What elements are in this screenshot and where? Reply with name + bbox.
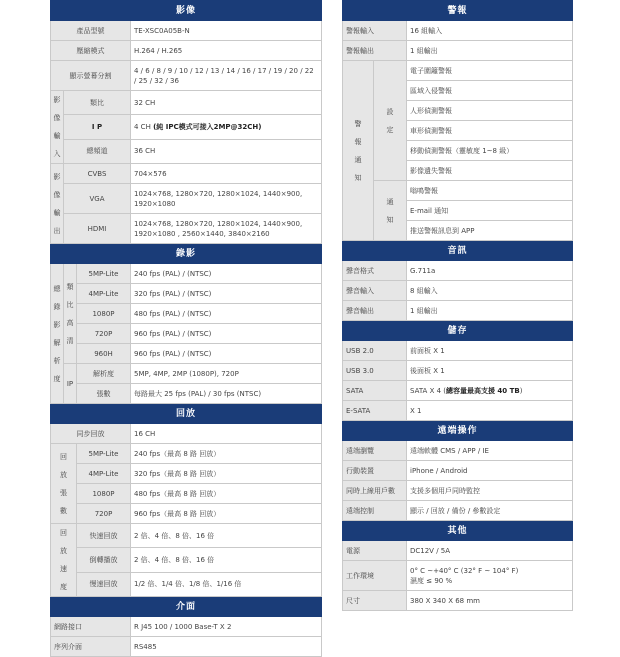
power-value: DC12V / 5A bbox=[407, 541, 573, 561]
record-row-label: 4MP-Lite bbox=[77, 284, 131, 304]
speed-row-label: 快速回放 bbox=[77, 524, 131, 548]
speed-row-value: 2 倍、4 倍、8 倍、16 倍 bbox=[131, 524, 322, 548]
audio-format-value: G.711a bbox=[407, 261, 573, 281]
record-row-value: 960 fps (PAL) / (NTSC) bbox=[131, 324, 322, 344]
alarm-notify-group-label: 警 報 通 知 bbox=[343, 61, 374, 241]
section-title-audio: 音訊 bbox=[343, 241, 573, 261]
compression-value: H.264 / H.265 bbox=[131, 41, 322, 61]
spec-table-right bbox=[342, 0, 573, 611]
power-label: 電源 bbox=[343, 541, 407, 561]
remote-control-label: 遠端控制 bbox=[343, 501, 407, 521]
sync-playback-value: 16 CH bbox=[131, 424, 322, 444]
section-title-storage: 儲存 bbox=[343, 321, 573, 341]
model-label: 產品型號 bbox=[51, 21, 131, 41]
mobile-device-value: iPhone / Android bbox=[407, 461, 573, 481]
record-row-value: 240 fps (PAL) / (NTSC) bbox=[131, 264, 322, 284]
record-fps-label: 張數 bbox=[77, 384, 131, 404]
section-title-remote: 遠端操作 bbox=[343, 421, 573, 441]
record-row-value: 320 fps (PAL) / (NTSC) bbox=[131, 284, 322, 304]
playback-row-label: 4MP-Lite bbox=[77, 464, 131, 484]
serial-label: 序列介面 bbox=[51, 637, 131, 657]
playback-row-label: 5MP-Lite bbox=[77, 444, 131, 464]
esata-value: X 1 bbox=[407, 401, 573, 421]
speed-row-value: 2 倍、4 倍、8 倍、16 倍 bbox=[131, 548, 322, 572]
total-channels-label: 總頻道 bbox=[64, 139, 131, 163]
hdmi-value: 1024×768, 1280×720, 1280×1024, 1440×900, 1920×1080 , 2560×1440, 3840×2160 bbox=[131, 214, 322, 244]
ip-value: 4 CH (純 IPC模式可接入2MP@32CH) bbox=[131, 115, 322, 139]
size-label: 尺寸 bbox=[343, 591, 407, 611]
record-resolution-label: 解析度 bbox=[77, 364, 131, 384]
section-title-video: 影像 bbox=[51, 1, 322, 21]
section-title-record: 錄影 bbox=[51, 244, 322, 264]
esata-label: E-SATA bbox=[343, 401, 407, 421]
environment-label: 工作環境 bbox=[343, 561, 407, 591]
remote-browse-value: 遠端軟體 CMS / APP / IE bbox=[407, 441, 573, 461]
alarm-setting-group-label: 設 定 bbox=[374, 61, 407, 181]
audio-output-value: 1 組輸出 bbox=[407, 301, 573, 321]
serial-value: RS485 bbox=[131, 637, 322, 657]
video-input-group-label: 影 像 輸 入 bbox=[51, 91, 64, 164]
record-row-label: 960H bbox=[77, 344, 131, 364]
alarm-notify-method-group-label: 通 知 bbox=[374, 181, 407, 241]
playback-row-value: 480 fps（最高 8 路 回放） bbox=[131, 484, 322, 504]
playback-row-value: 960 fps（最高 8 路 回放） bbox=[131, 504, 322, 524]
record-analog-group-label: 類 比 高 清 bbox=[64, 264, 77, 364]
hdmi-label: HDMI bbox=[64, 214, 131, 244]
usb2-value: 前面板 X 1 bbox=[407, 341, 573, 361]
playback-row-value: 240 fps（最高 8 路 回放） bbox=[131, 444, 322, 464]
usb3-label: USB 3.0 bbox=[343, 361, 407, 381]
alarm-setting-item: 區域入侵警報 bbox=[407, 81, 573, 101]
usb3-value: 後面板 X 1 bbox=[407, 361, 573, 381]
alarm-output-value: 1 組輸出 bbox=[407, 41, 573, 61]
cvbs-value: 704×576 bbox=[131, 164, 322, 184]
alarm-notify-item: 嗡鳴警報 bbox=[407, 181, 573, 201]
record-resolution-group-label: 總 錄 影 解 析 度 bbox=[51, 264, 64, 404]
analog-value: 32 CH bbox=[131, 91, 322, 115]
section-title-interface: 介面 bbox=[51, 597, 322, 617]
concurrent-users-value: 支援多個用戶同時監控 bbox=[407, 481, 573, 501]
remote-control-value: 顯示 / 回放 / 備份 / 參數設定 bbox=[407, 501, 573, 521]
remote-browse-label: 遠端瀏覽 bbox=[343, 441, 407, 461]
audio-input-value: 8 組輸入 bbox=[407, 281, 573, 301]
network-value: R J45 100 / 1000 Base-T X 2 bbox=[131, 617, 322, 637]
analog-label: 類比 bbox=[64, 91, 131, 115]
alarm-input-label: 警報輸入 bbox=[343, 21, 407, 41]
alarm-setting-item: 移動偵測警報（靈敏度 1~8 級） bbox=[407, 141, 573, 161]
speed-row-value: 1/2 倍、1/4 倍、1/8 倍、1/16 倍 bbox=[131, 572, 322, 596]
model-value: TE-XSC0A05B-N bbox=[131, 21, 322, 41]
audio-format-label: 聲音格式 bbox=[343, 261, 407, 281]
alarm-input-value: 16 組輸入 bbox=[407, 21, 573, 41]
alarm-setting-item: 影像遺失警報 bbox=[407, 161, 573, 181]
sata-value: SATA X 4 (總容量最高支援 40 TB) bbox=[407, 381, 573, 401]
usb2-label: USB 2.0 bbox=[343, 341, 407, 361]
speed-row-label: 慢速回放 bbox=[77, 572, 131, 596]
alarm-notify-item: 推送警報訊息到 APP bbox=[407, 221, 573, 241]
sata-label: SATA bbox=[343, 381, 407, 401]
record-row-value: 960 fps (PAL) / (NTSC) bbox=[131, 344, 322, 364]
record-row-value: 480 fps (PAL) / (NTSC) bbox=[131, 304, 322, 324]
environment-value: 0° C ~+40° C (32° F ~ 104° F) 濕度 ≤ 90 % bbox=[407, 561, 573, 591]
section-title-other: 其他 bbox=[343, 521, 573, 541]
section-title-alarm: 警報 bbox=[343, 1, 573, 21]
vga-label: VGA bbox=[64, 184, 131, 214]
video-output-group-label: 影 像 輸 出 bbox=[51, 164, 64, 244]
record-row-label: 1080P bbox=[77, 304, 131, 324]
section-title-playback: 回放 bbox=[51, 404, 322, 424]
cvbs-label: CVBS bbox=[64, 164, 131, 184]
record-ip-group-label: IP bbox=[64, 364, 77, 404]
size-value: 380 X 340 X 68 mm bbox=[407, 591, 573, 611]
record-row-label: 5MP-Lite bbox=[77, 264, 131, 284]
spec-table-left bbox=[50, 0, 322, 657]
alarm-notify-item: E-mail 通知 bbox=[407, 201, 573, 221]
alarm-setting-item: 電子圍籬警報 bbox=[407, 61, 573, 81]
playback-speed-group-label: 回 放 速 度 bbox=[51, 524, 77, 597]
playback-fps-group-label: 回 放 張 數 bbox=[51, 444, 77, 524]
network-label: 網路接口 bbox=[51, 617, 131, 637]
record-row-label: 720P bbox=[77, 324, 131, 344]
alarm-setting-item: 車形偵測警報 bbox=[407, 121, 573, 141]
concurrent-users-label: 同時上線用戶數 bbox=[343, 481, 407, 501]
playback-row-label: 1080P bbox=[77, 484, 131, 504]
audio-input-label: 聲音輸入 bbox=[343, 281, 407, 301]
compression-label: 壓縮模式 bbox=[51, 41, 131, 61]
playback-row-value: 320 fps（最高 8 路 回放） bbox=[131, 464, 322, 484]
split-value: 4 / 6 / 8 / 9 / 10 / 12 / 13 / 14 / 16 / 17 / 19 / 20 / 22 / 25 / 32 / 36 bbox=[131, 61, 322, 91]
playback-row-label: 720P bbox=[77, 504, 131, 524]
audio-output-label: 聲音輸出 bbox=[343, 301, 407, 321]
record-resolution-value: 5MP, 4MP, 2MP (1080P), 720P bbox=[131, 364, 322, 384]
speed-row-label: 倒轉播放 bbox=[77, 548, 131, 572]
alarm-setting-item: 人形偵測警報 bbox=[407, 101, 573, 121]
vga-value: 1024×768, 1280×720, 1280×1024, 1440×900, 1920×1080 bbox=[131, 184, 322, 214]
alarm-output-label: 警報輸出 bbox=[343, 41, 407, 61]
total-channels-value: 36 CH bbox=[131, 139, 322, 163]
mobile-device-label: 行動裝置 bbox=[343, 461, 407, 481]
record-fps-value: 每路最大 25 fps (PAL) / 30 fps (NTSC) bbox=[131, 384, 322, 404]
sync-playback-label: 同步回放 bbox=[51, 424, 131, 444]
ip-label: I P bbox=[64, 115, 131, 139]
split-label: 顯示螢幕分割 bbox=[51, 61, 131, 91]
